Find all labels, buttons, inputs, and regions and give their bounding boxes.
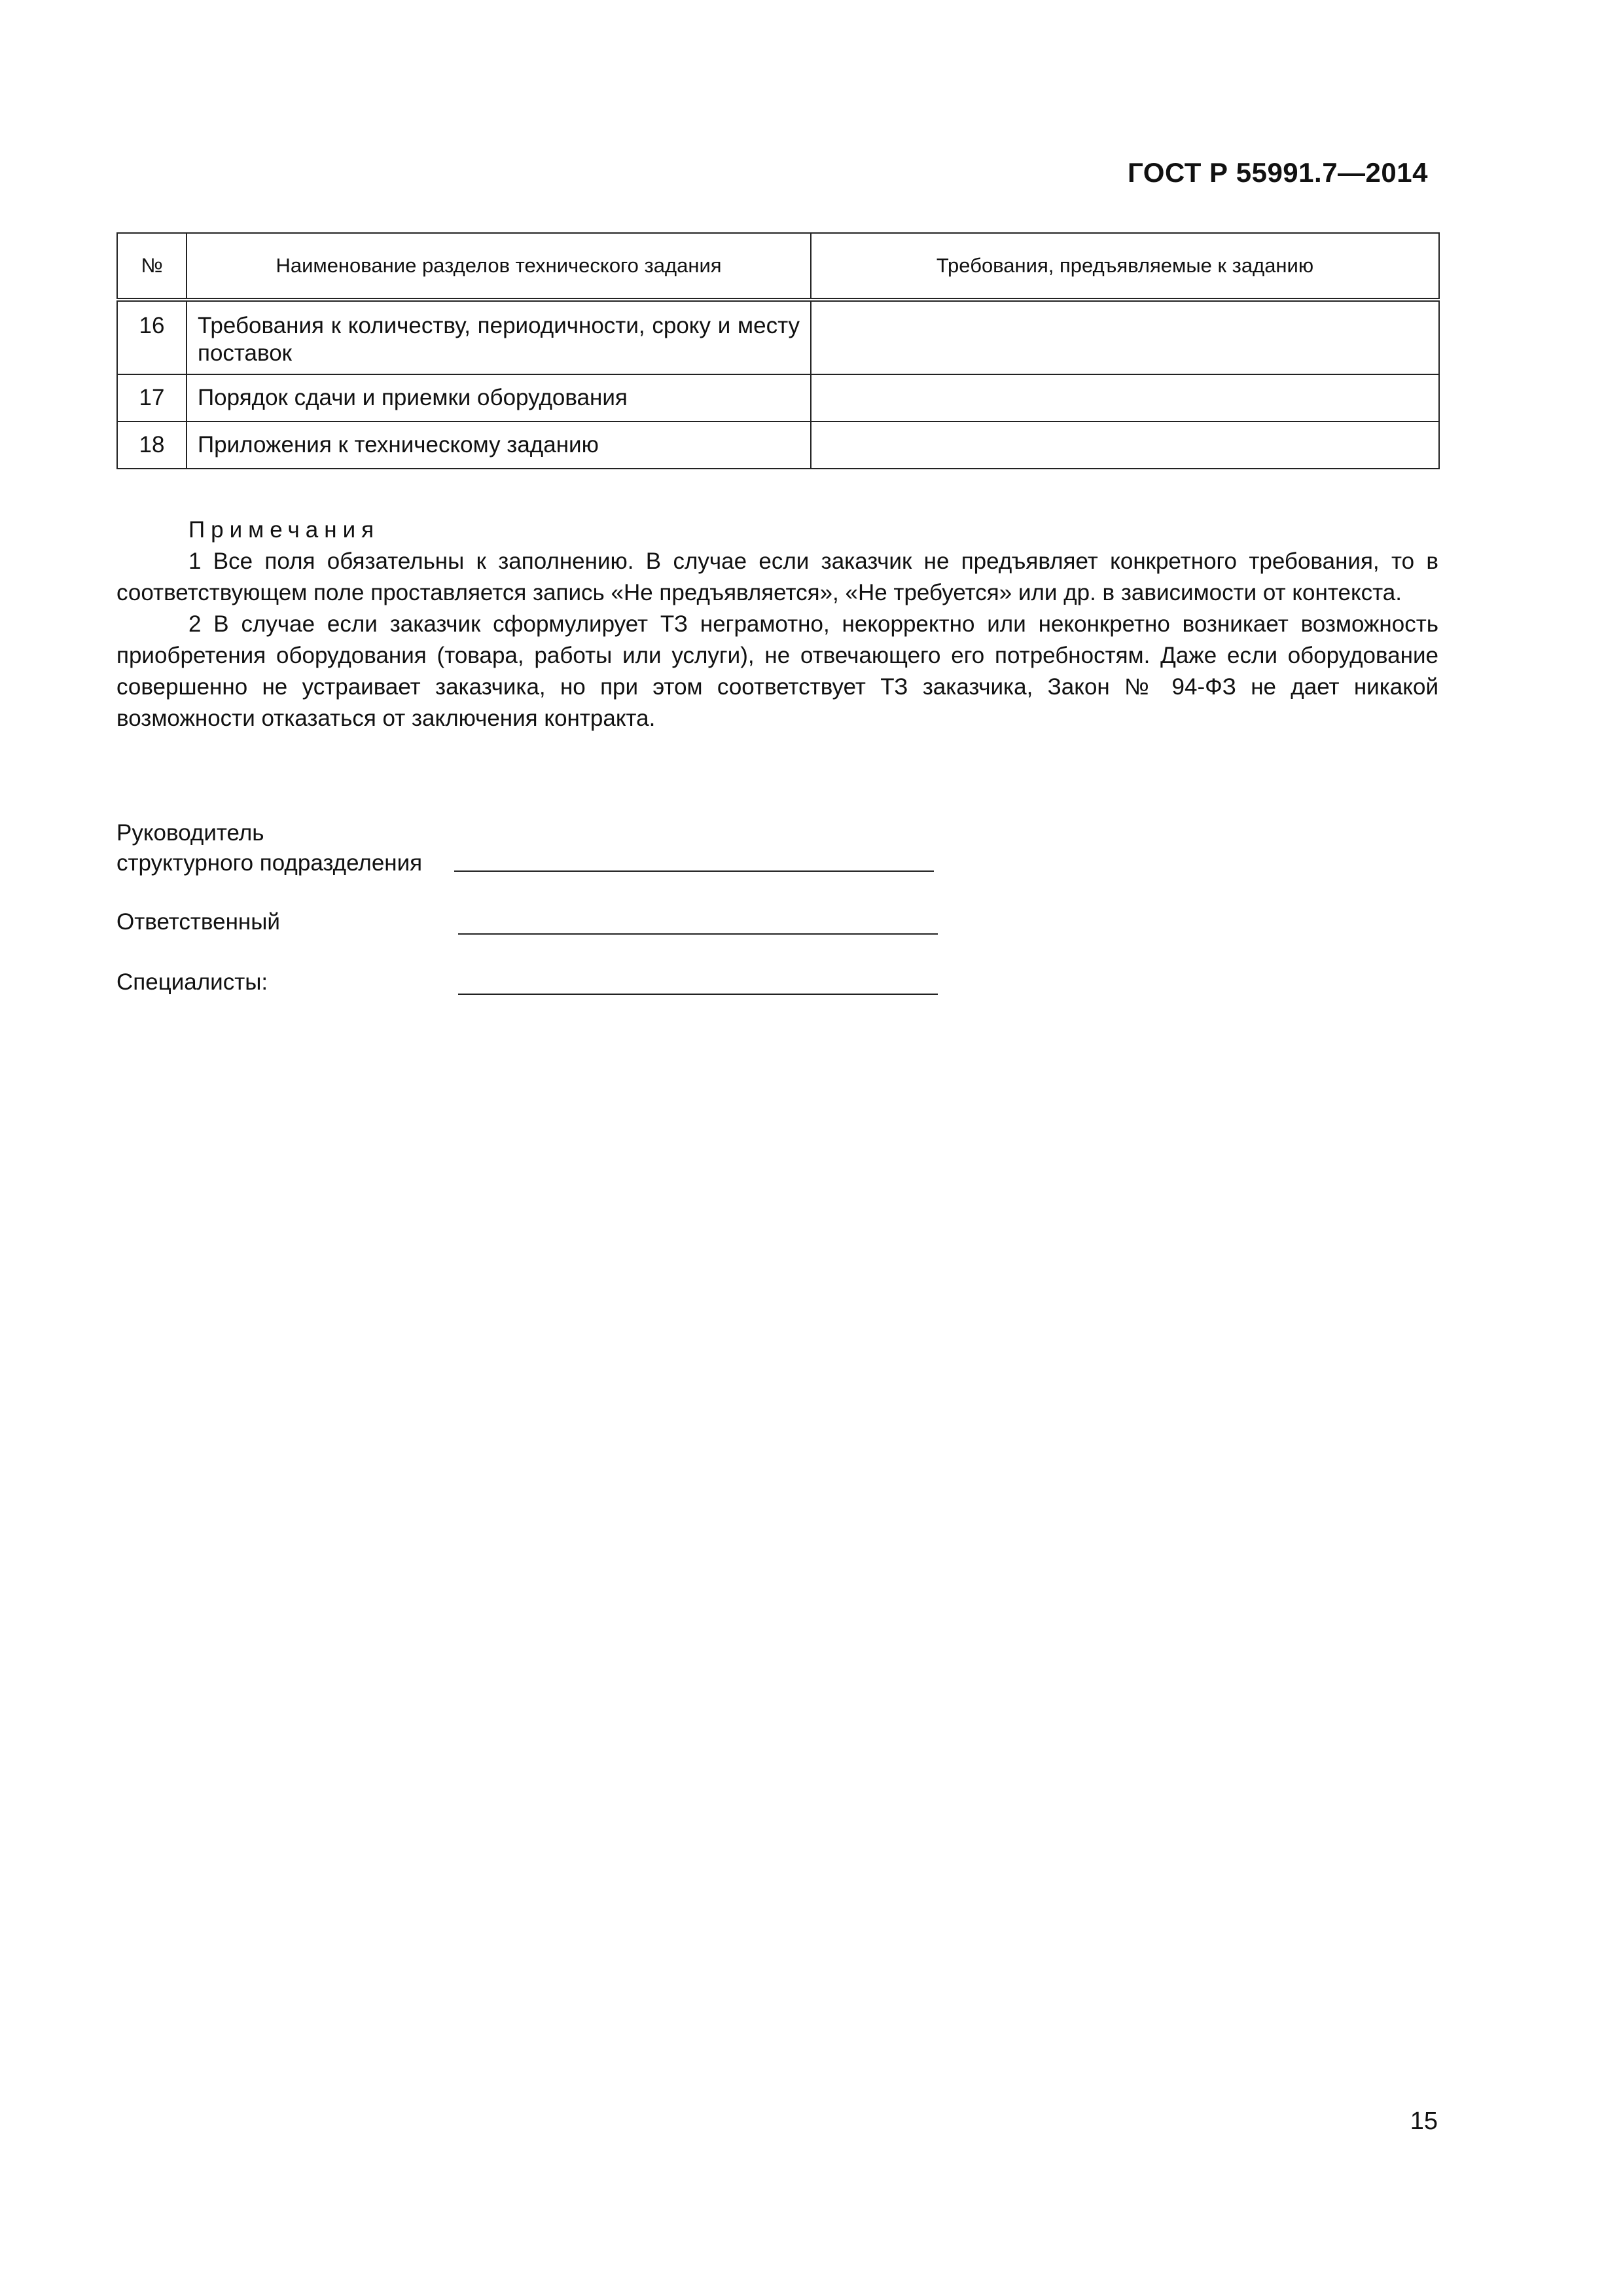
table-row	[117, 374, 1439, 422]
table-header-row	[117, 233, 1439, 300]
row-requirement-cell[interactable]	[811, 374, 1439, 422]
signature-block	[116, 818, 954, 997]
signature-responsible-label: Ответственный	[116, 909, 280, 935]
signature-head-label-line2: структурного подразделения	[116, 850, 423, 876]
column-header-requirements: Требования, предъявляемые к заданию	[811, 233, 1439, 300]
row-requirement-cell[interactable]	[811, 422, 1439, 469]
signature-specialists	[116, 967, 954, 997]
signature-head-line[interactable]	[454, 870, 934, 872]
table-row	[117, 300, 1439, 374]
signature-head	[116, 818, 954, 878]
table-row	[117, 422, 1439, 469]
note-item-2: 2 В случае если заказчик сформулирует ТЗ неграмотно, некорректно или неконкретно возникает возможность приобретения оборудования (товара, работы или услуги), не отвечающего его потребностям. Даже если оборудование совершенно не устраивает заказчика, но при этом соответствует ТЗ заказчика, Закон № 94-ФЗ не дает никакой возможности отказаться от заключения контракта.	[116, 611, 1438, 731]
requirements-table	[116, 232, 1440, 469]
notes-section	[116, 514, 1438, 734]
note-item-1: 1 Все поля обязательны к заполнению. В случае если заказчик не предъявляет конкретного требования, то в соответствующем поле проставляется запись «Не предъявляется», «Не требуется» или др. в зависимости от контекста.	[116, 548, 1438, 605]
signature-head-label-line1: Руководитель	[116, 820, 264, 846]
row-section-name: Приложения к техническому заданию	[187, 422, 811, 469]
row-number: 16	[117, 300, 187, 374]
signature-specialists-label: Специалисты:	[116, 969, 268, 995]
column-header-number: №	[117, 233, 187, 300]
notes-heading: Примечания	[188, 517, 380, 543]
signature-responsible-line[interactable]	[458, 933, 938, 935]
signature-responsible	[116, 907, 954, 937]
row-section-name: Требования к количеству, периодичности, сроку и месту поставок	[187, 300, 811, 374]
document-code: ГОСТ Р 55991.7—2014	[1128, 157, 1428, 188]
row-number: 18	[117, 422, 187, 469]
page-number: 15	[1410, 2108, 1438, 2135]
row-requirement-cell[interactable]	[811, 300, 1439, 374]
row-number: 17	[117, 374, 187, 422]
signature-specialists-line[interactable]	[458, 994, 938, 995]
column-header-section-name: Наименование разделов технического задания	[187, 233, 811, 300]
row-section-name: Порядок сдачи и приемки оборудования	[187, 374, 811, 422]
